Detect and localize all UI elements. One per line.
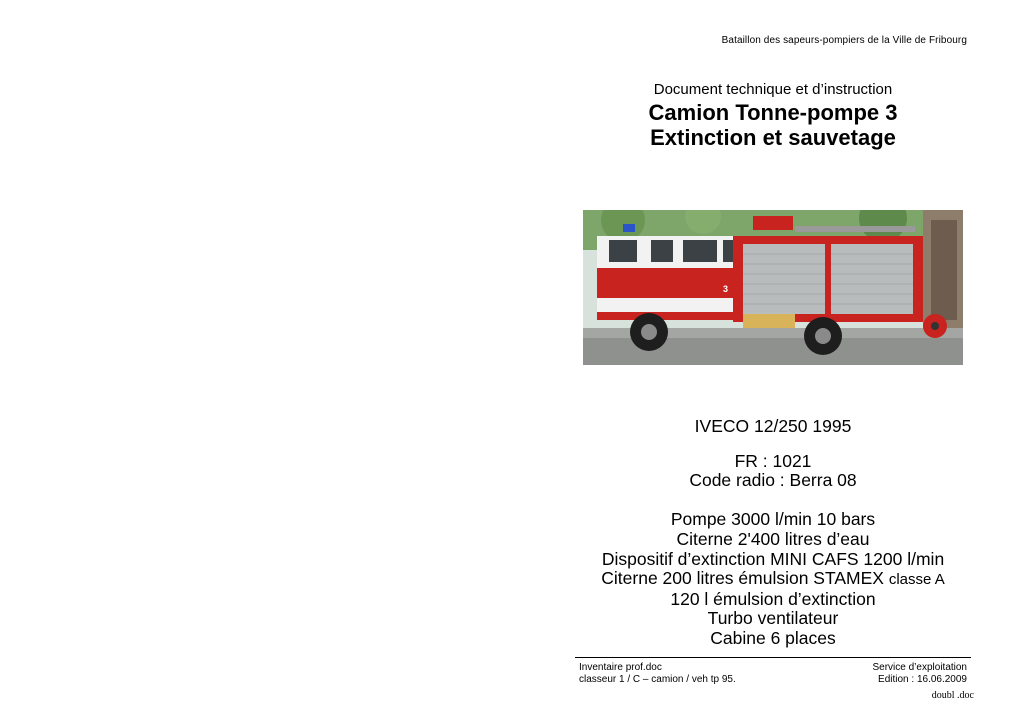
- document-title-line2: Extinction et sauvetage: [650, 125, 896, 150]
- cabin-places: Cabine 6 places: [710, 627, 836, 648]
- cafs-device: Dispositif d’extinction MINI CAFS 1200 l/min: [601, 548, 945, 569]
- footer-file-name: doubl .doc: [931, 690, 974, 701]
- document-title-line1: Camion Tonne-pompe 3: [648, 100, 898, 125]
- fire-truck-photo: [583, 210, 963, 365]
- water-tank: Citerne 2'400 litres d’eau: [676, 528, 870, 549]
- organization-header: Bataillon des sapeurs-pompiers de la Ville de Fribourg: [721, 35, 967, 46]
- document-type: Document technique et d’instruction: [653, 81, 893, 98]
- footer-inventory-file: Inventaire prof.doc: [579, 662, 662, 673]
- footer-right: [873, 662, 968, 686]
- vehicle-model: IVECO 12/250 1995: [694, 416, 852, 436]
- emulsion-class: classe A: [888, 571, 945, 589]
- footer-edition-date: Edition : 16.06.2009: [878, 674, 967, 685]
- emulsion-tank: Citerne 200 litres émulsion STAMEX: [601, 568, 884, 589]
- emulsion-tank-line: [575, 569, 971, 590]
- fire-truck-illustration: [583, 210, 963, 365]
- vehicle-specifications: [575, 417, 971, 649]
- emulsion-extinction: 120 l émulsion d’extinction: [670, 588, 876, 609]
- title-block: [583, 80, 963, 150]
- vehicle-plate: FR : 1021: [734, 450, 812, 471]
- radio-code: Code radio : Berra 08: [689, 470, 857, 491]
- unit-number-label: 3: [723, 284, 729, 294]
- footer-divider: [575, 657, 971, 658]
- footer-binder-reference: classeur 1 / C – camion / veh tp 95.: [579, 674, 736, 685]
- footer-service: Service d’exploitation: [872, 662, 967, 673]
- turbo-ventilator: Turbo ventilateur: [707, 608, 839, 629]
- footer-left: [579, 662, 736, 686]
- pump-capacity: Pompe 3000 l/min 10 bars: [670, 509, 876, 530]
